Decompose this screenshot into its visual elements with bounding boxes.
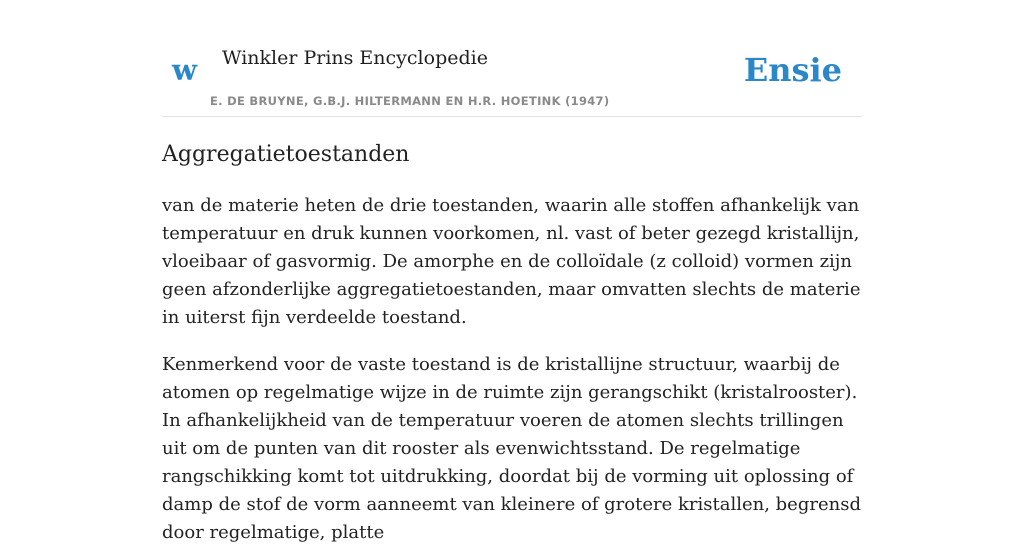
article-paragraph: Kenmerkend voor de vaste toestand is de kristallijne structuur, waarbij de atomen op regelmatige wijze in de ruimte zijn gerangschikt (kristalrooster). In afhankelijkheid van de temperatuur voeren de atomen slechts trillingen uit om de punten van dit rooster als evenwichtsstand. De regelmatige rangschikking komt tot uitdrukking, doordat bij de vorming uit oplossing of damp de stof de vorm aanneemt van kleinere of grotere kristallen, begrensd door regelmatige, platte [162, 354, 861, 543]
article-paragraph: van de materie heten de drie toestanden, waarin alle stoffen afhankelijk van temperatuur en druk kunnen voorkomen, nl. vast of beter gezegd kristallijn, vloeibaar of gasvormig. De amorphe en de colloïdale (z colloid) vormen zijn geen afzonderlijke aggregatietoestanden, maar omvatten slechts de materie in uiterst fijn verdeelde toestand. [162, 195, 861, 328]
article-title: Aggregatietoestanden [162, 142, 410, 167]
publication-logo[interactable]: w [172, 53, 197, 87]
publication-title[interactable]: Winkler Prins Encyclopedie [222, 47, 488, 69]
publication-authors: E. DE BRUYNE, G.B.J. HILTERMANN EN H.R. HOETINK (1947) [210, 94, 610, 108]
article [162, 138, 862, 547]
ensie-brand-link[interactable]: Ensie [743, 51, 842, 89]
site-header [162, 40, 862, 117]
